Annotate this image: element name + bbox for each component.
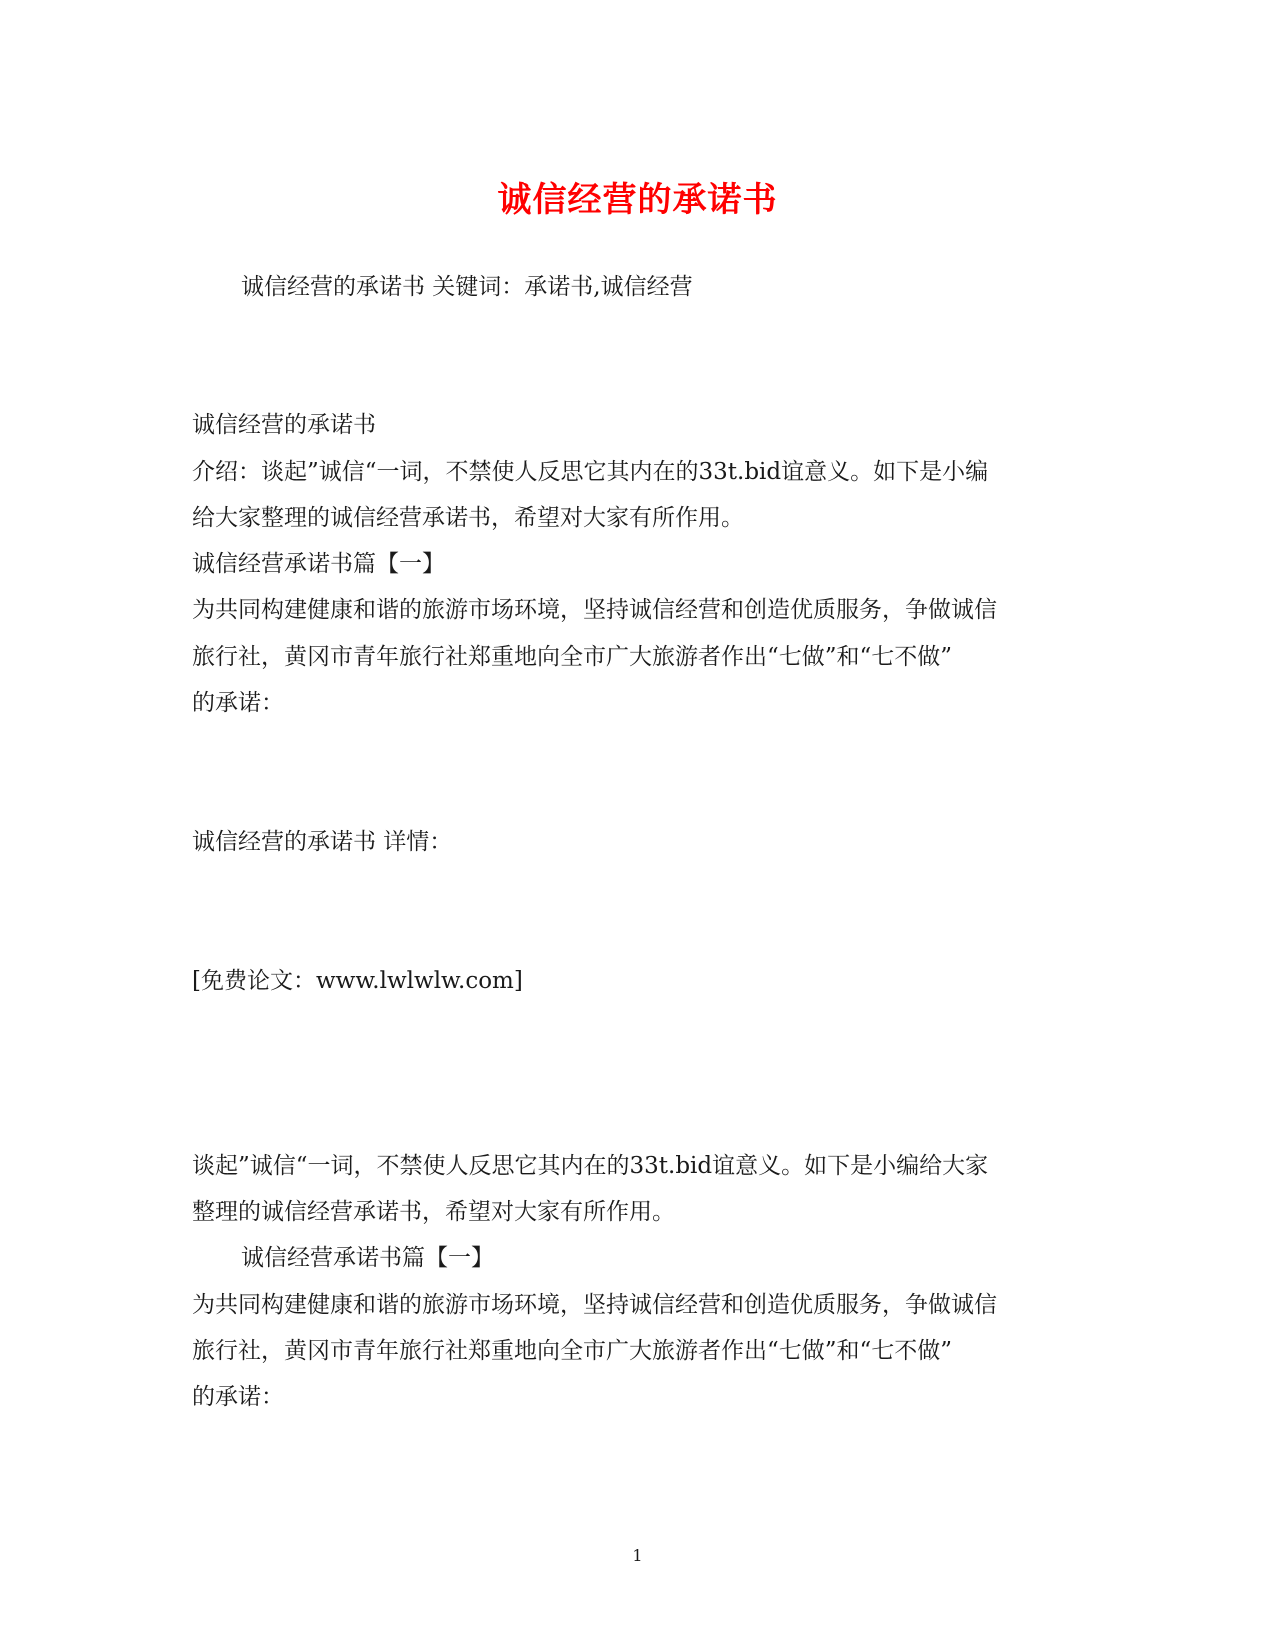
section1-part-heading: 诚信经营承诺书篇【一】: [192, 551, 445, 577]
section2-body-line: 的承诺：: [192, 1384, 284, 1410]
section1-heading: 诚信经营的承诺书: [192, 412, 376, 438]
section1-body-line: 的承诺：: [192, 690, 284, 716]
section1-intro-line: 介绍：谈起”诚信“一词，不禁使人反思它其内在的33t.bid谊意义。如下是小编: [192, 459, 989, 485]
section1-body-line: 为共同构建健康和谐的旅游市场环境，坚持诚信经营和创造优质服务，争做诚信: [192, 597, 997, 623]
keywords-line: 诚信经营的承诺书 关键词：承诺书,诚信经营: [241, 274, 693, 300]
section2-part-heading: 诚信经营承诺书篇【一】: [241, 1245, 494, 1271]
section2-intro-line: 整理的诚信经营承诺书，希望对大家有所作用。: [192, 1199, 675, 1225]
section2-body-line: 为共同构建健康和谐的旅游市场环境，坚持诚信经营和创造优质服务，争做诚信: [192, 1292, 997, 1318]
page-number: 1: [632, 1546, 643, 1565]
details-line: 诚信经营的承诺书 详情：: [192, 829, 453, 855]
section2-body-line: 旅行社，黄冈市青年旅行社郑重地向全市广大旅游者作出“七做”和“七不做”: [192, 1338, 953, 1364]
section2-intro-line: 谈起”诚信“一词，不禁使人反思它其内在的33t.bid谊意义。如下是小编给大家: [192, 1153, 989, 1179]
free-paper-link-line: [免费论文：www.lwlwlw.com]: [192, 968, 523, 994]
section1-intro-line: 给大家整理的诚信经营承诺书，希望对大家有所作用。: [192, 505, 744, 531]
section1-body-line: 旅行社，黄冈市青年旅行社郑重地向全市广大旅游者作出“七做”和“七不做”: [192, 644, 953, 670]
document-title: 诚信经营的承诺书: [497, 180, 778, 220]
